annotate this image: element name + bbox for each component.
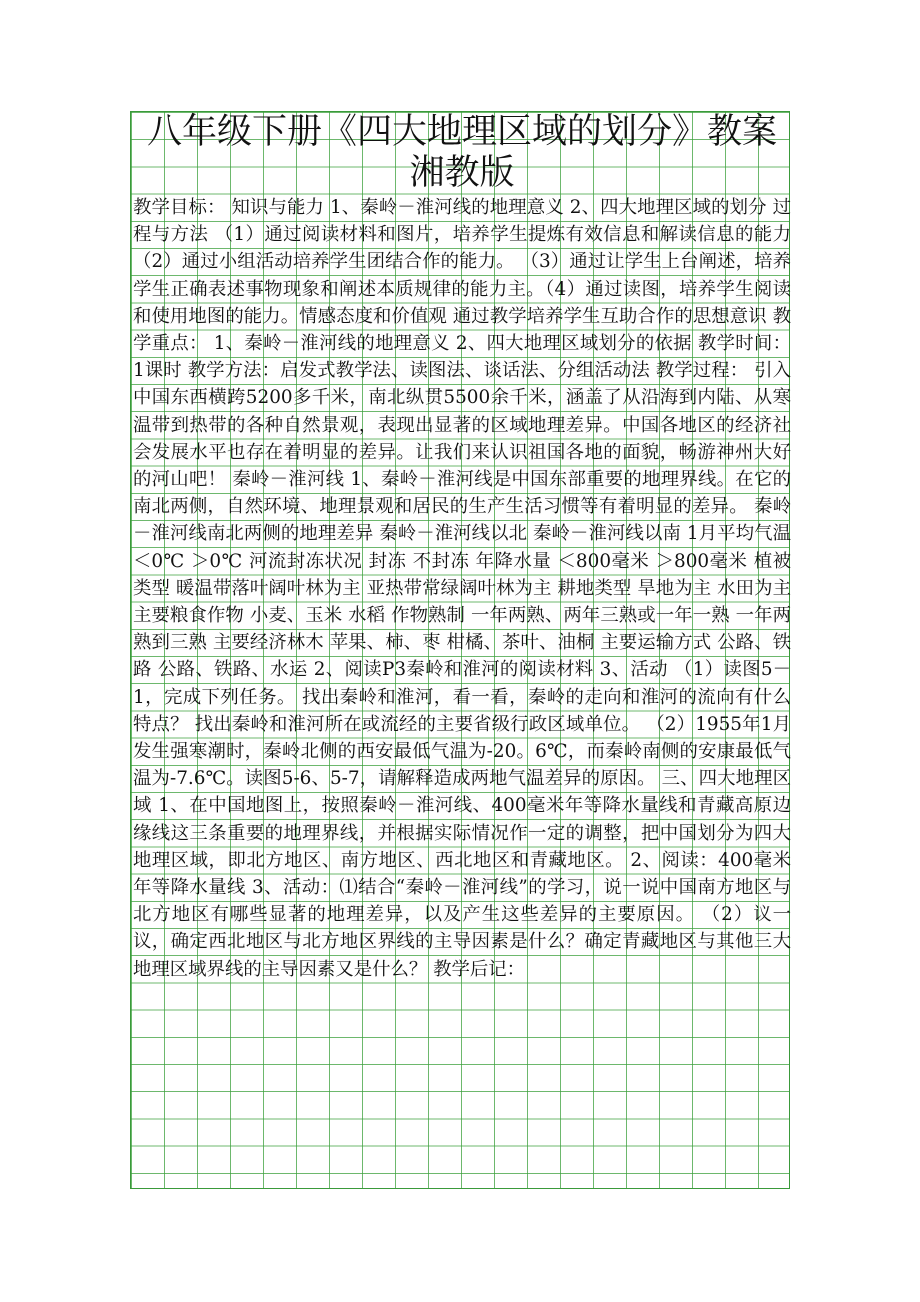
- document-content: [133, 112, 791, 983]
- document-body: 教学目标： 知识与能力 1、秦岭－淮河线的地理意义 2、四大地理区域的划分 过程与方法 （1）通过阅读材料和图片，培养学生提炼有效信息和解读信息的能力（2）通过小组活动培养学生团结合作的能力。 （3）通过让学生上台阐述，培养学生正确表述事物现象和阐述本质规律的能力主。（4）通过读图，培养学生阅读和使用地图的能力。情感态度和价值观 通过教学培养学生互助合作的思想意识 教学重点： 1、秦岭－淮河线的地理意义 2、四大地理区域划分的依据 教学时间：1课时 教学方法：启发式教学法、读图法、谈话法、分组活动法 教学过程： 引入 中国东西横跨5200多千米，南北纵贯5500余千米，涵盖了从沿海到内陆、从寒温带到热带的各种自然景观，表现出显著的区域地理差异。中国各地区的经济社会发展水平也存在着明显的差异。让我们来认识祖国各地的面貌，畅游神州大好的河山吧！ 秦岭－淮河线 1、秦岭－淮河线是中国东部重要的地理界线。在它的南北两侧，自然环境、地理景观和居民的生产生活习惯等有着明显的差异。 秦岭－淮河线南北两侧的地理差异 秦岭－淮河线以北 秦岭－淮河线以南 1月平均气温 ＜0℃ ＞0℃ 河流封冻状况 封冻 不封冻 年降水量 ＜800毫米 ＞800毫米 植被类型 暖温带落叶阔叶林为主 亚热带常绿阔叶林为主 耕地类型 旱地为主 水田为主 主要粮食作物 小麦、玉米 水稻 作物熟制 一年两熟、两年三熟或一年一熟 一年两熟到三熟 主要经济林木 苹果、柿、枣 柑橘、茶叶、油桐 主要运输方式 公路、铁路 公路、铁路、水运 2、阅读P3秦岭和淮河的阅读材料 3、活动 （1）读图5－1，完成下列任务。 找出秦岭和淮河，看一看，秦岭的走向和淮河的流向有什么特点？ 找出秦岭和淮河所在或流经的主要省级行政区域单位。 （2）1955年1月发生强寒潮时，秦岭北侧的西安最低气温为-20。6℃，而秦岭南侧的安康最低气温为-7.6℃。读图5-6、5-7，请解释造成两地气温差异的原因。 三、四大地理区域 1、在中国地图上，按照秦岭－淮河线、400毫米年等降水量线和青藏高原边缘线这三条重要的地理界线，并根据实际情况作一定的调整，把中国划分为四大地理区域，即北方地区、南方地区、西北地区和青藏地区。 2、阅读：400毫米年等降水量线 3、活动：⑴结合“秦岭－淮河线”的学习，说一说中国南方地区与北方地区有哪些显著的地理差异，以及产生这些差异的主要原因。 （2）议一议，确定西北地区与北方地区界线的主导因素是什么？确定青藏地区与其他三大地理区域界线的主导因素又是什么？ 教学后记：: [133, 197, 791, 980]
- document-title: 八年级下册《四大地理区域的划分》教案湘教版: [146, 112, 777, 193]
